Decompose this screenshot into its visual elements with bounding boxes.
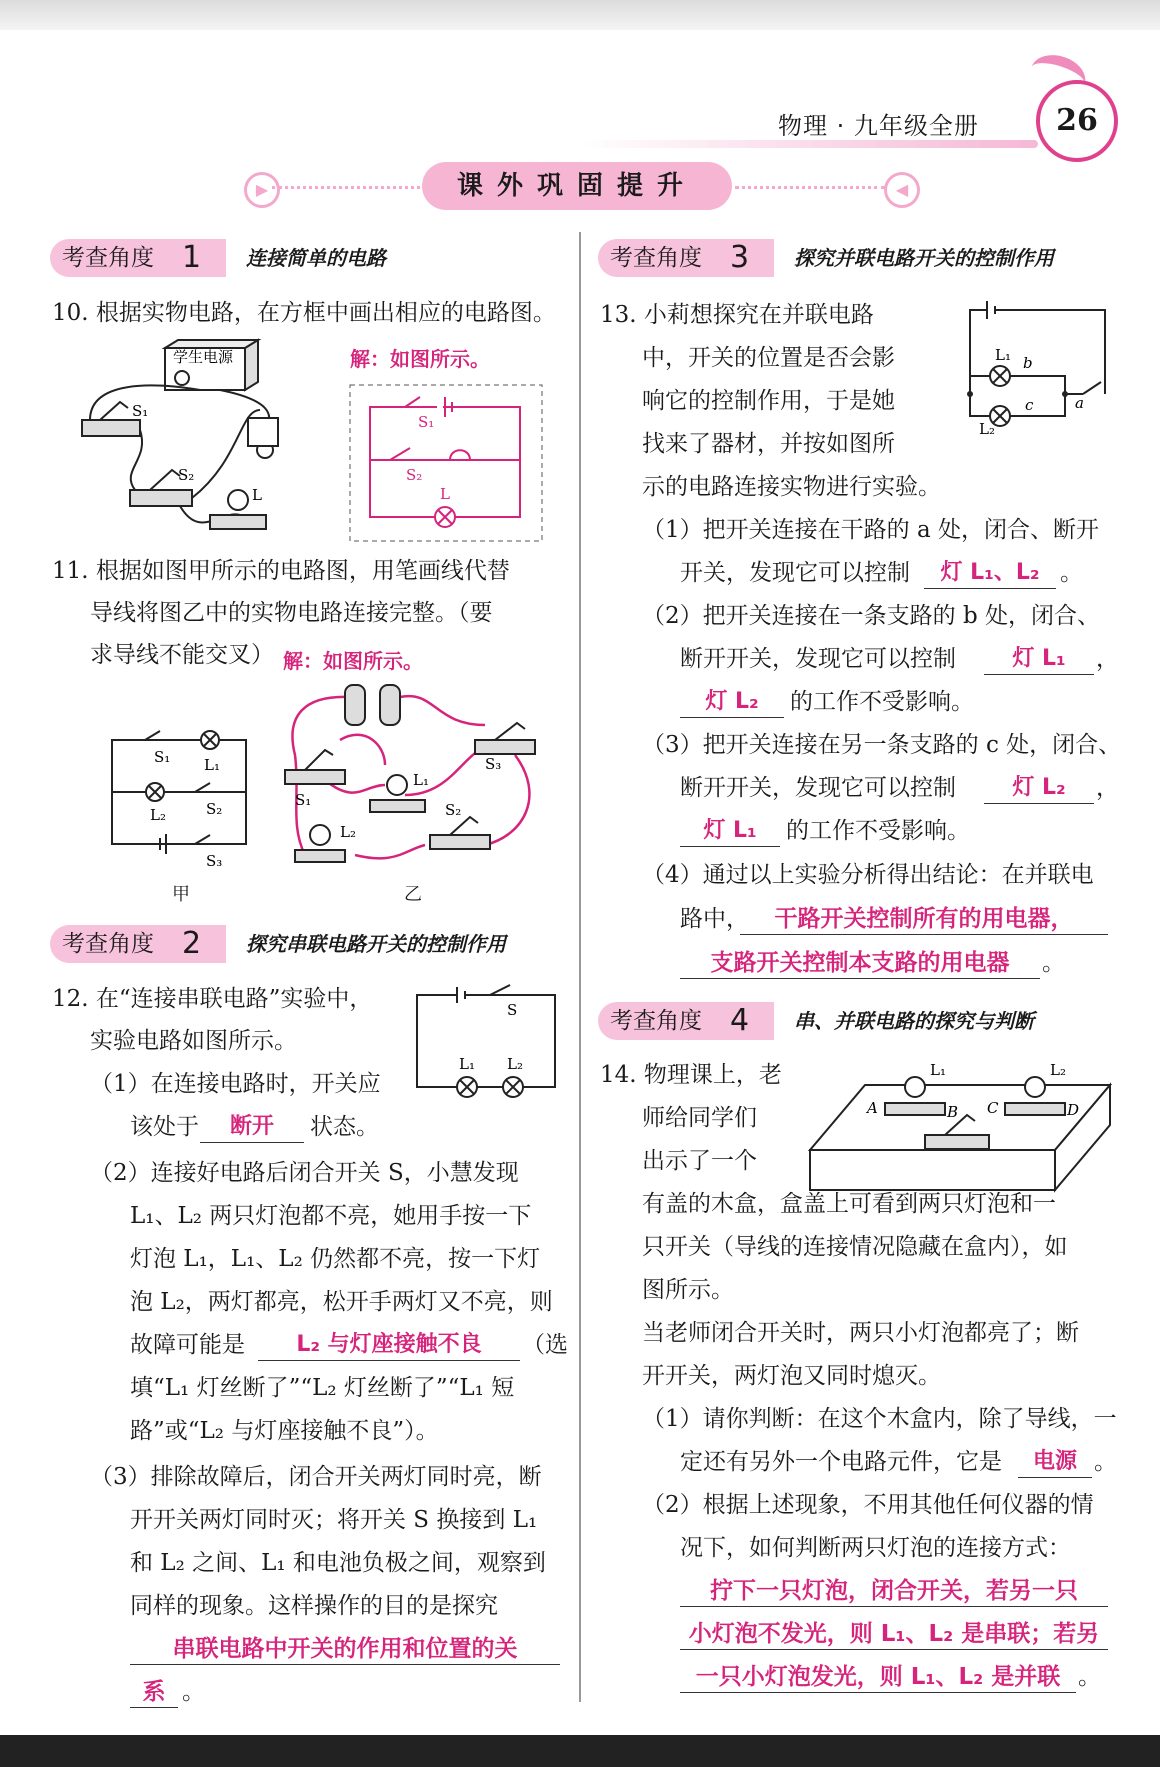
q12-p1-b: 该处于: [130, 1114, 199, 1140]
a-s2-label: S₂: [206, 800, 223, 818]
q13-p3-answer-1: 灯 L₂: [984, 773, 1094, 804]
q12-p1-c: 状态。: [310, 1114, 379, 1140]
q14-line-3: 出示了一个: [642, 1148, 757, 1174]
q14-line-2: 师给同学们: [642, 1105, 757, 1131]
q14-p2-answer-3: 一只小灯泡发光，则 L₁、L₂ 是并联: [680, 1662, 1076, 1693]
q13-line-3: 响它的控制作用，于是她: [642, 388, 895, 414]
q11-line-2: 导线将图乙中的实物电路连接完整。（要: [90, 600, 493, 626]
ans-l-label: L: [440, 485, 450, 503]
banner-arrow-left-icon: ◀: [884, 172, 920, 208]
b-s2-label: S₂: [445, 801, 462, 819]
q13-b-label: b: [1023, 354, 1033, 372]
q13-p4-end: 。: [1042, 950, 1065, 976]
q14-line-7: 当老师闭合开关时，两只小灯泡都亮了；断: [642, 1320, 1079, 1346]
a-s1-label: S₁: [154, 748, 171, 766]
q12-p2-line-2: L₁、L₂ 两只灯泡都不亮，她用手按一下: [130, 1203, 532, 1229]
s1-label: S₁: [132, 402, 149, 420]
q10-physical-circuit: [80, 340, 320, 540]
section-number: 2: [182, 926, 202, 961]
q12-l2-label: L₂: [507, 1055, 523, 1073]
section-title: 串、并联电路的探究与判断: [794, 1009, 1034, 1033]
q12-p2-line-3: 灯泡 L₁，L₁、L₂ 仍然都不亮，按一下灯: [130, 1246, 541, 1272]
q14-p1-answer: 电源: [1018, 1447, 1092, 1478]
banner-arrow-right-icon: ▶: [244, 172, 280, 208]
q12-line-1: 12. 在“连接串联电路”实验中，: [52, 986, 373, 1012]
q12-s-label: S: [507, 1001, 518, 1019]
q11-line-3: 求导线不能交叉）: [90, 642, 274, 668]
section-label: 考查角度: [62, 245, 154, 271]
q11-line-1: 11. 根据如图甲所示的电路图，用笔画线代替: [52, 558, 510, 584]
section-label: 考查角度: [62, 931, 154, 957]
q13-p1-b: 开关，发现它可以控制: [680, 560, 910, 586]
q13-line-5: 示的电路连接实物进行实验。: [642, 474, 941, 500]
q12-p2-answer: L₂ 与灯座接触不良: [258, 1330, 520, 1361]
section-number: 3: [730, 240, 750, 275]
q12-p3-line-2: 开开关两灯同时灭；将开关 S 换接到 L₁: [130, 1507, 538, 1533]
section-4-header: [598, 1002, 1118, 1040]
q14-p1-a: （1）请你判断：在这个木盒内，除了导线，一: [642, 1406, 1117, 1432]
q14-line-1: 14. 物理课上，老: [600, 1062, 782, 1088]
q14-d-label: D: [1067, 1101, 1080, 1119]
q12-p2-tail-1: 填“L₁ 灯丝断了”“L₂ 灯丝断了”“L₁ 短: [130, 1375, 515, 1401]
q14-b-label: B: [947, 1103, 959, 1121]
a-s3-label: S₃: [206, 852, 223, 870]
q14-p2-answer-1: 拧下一只灯泡，闭合开关，若另一只: [680, 1576, 1108, 1607]
q13-l2-label: L₂: [979, 420, 995, 438]
q13-p4-answer-2: 支路开关控制本支路的用电器: [680, 948, 1040, 979]
q12-circuit: [415, 985, 560, 1097]
q13-p1-answer: 灯 L₁、L₂: [924, 558, 1056, 589]
q10-answer-diagram: [350, 385, 542, 541]
q13-p1-end: 。: [1060, 560, 1083, 586]
q14-line-6: 图所示。: [642, 1277, 734, 1303]
a-l1-label: L₁: [204, 756, 220, 774]
column-divider: [579, 232, 581, 1702]
q13-p4-answer-1: 干路开关控制所有的用电器，: [740, 904, 1108, 935]
section-title: 连接简单的电路: [246, 246, 386, 270]
q14-l1-label: L₁: [930, 1061, 946, 1079]
b-l2-label: L₂: [340, 823, 356, 841]
q12-p3-line-1: （3）排除故障后，闭合开关两灯同时亮，断: [90, 1464, 542, 1490]
ans-s1-label: S₁: [418, 413, 435, 431]
q14-a-label: A: [867, 1099, 878, 1117]
q13-l1-label: L₁: [995, 346, 1011, 364]
header-line: [578, 140, 1038, 148]
q13-p3-c: 的工作不受影响。: [786, 818, 970, 844]
q12-p3-answer-1: 串联电路中开关的作用和位置的关: [130, 1634, 560, 1665]
section-number: 1: [182, 240, 202, 275]
q12-p2-pre: 故障可能是: [130, 1332, 245, 1358]
q14-wooden-box: [805, 1055, 1110, 1195]
q13-p2-answer-2: 灯 L₂: [680, 687, 784, 718]
q13-p4-a: （4）通过以上实验分析得出结论：在并联电: [642, 862, 1094, 888]
q13-p3-a: （3）把开关连接在另一条支路的 c 处，闭合、: [642, 732, 1122, 758]
q13-circuit: [935, 298, 1110, 438]
q13-p4-b: 路中，: [680, 906, 749, 932]
banner: [422, 162, 732, 210]
q13-line-4: 找来了器材，并按如图所: [642, 431, 895, 457]
banner-dots-left: [272, 186, 420, 189]
q11-fig-b-label: 乙: [404, 884, 422, 905]
b-s1-label: S₁: [295, 791, 312, 809]
q12-p3-line-3: 和 L₂ 之间、L₁ 和电池负极之间，观察到: [130, 1550, 546, 1576]
banner-dots-right: [735, 186, 885, 189]
q11-fig-a-label: 甲: [172, 884, 190, 905]
q12-l1-label: L₁: [459, 1055, 475, 1073]
q14-p1-b: 定还有另外一个电路元件，它是: [680, 1449, 1002, 1475]
banner-title: 课外巩固提升: [456, 171, 697, 201]
q12-p2-line-4: 泡 L₂，两灯都亮，松开手两灯又不亮，则: [130, 1289, 553, 1315]
q12-p2-tail-2: 路”或“L₂ 与灯座接触不良”）。: [130, 1418, 439, 1444]
section-label: 考查角度: [610, 245, 702, 271]
section-1-header: [50, 239, 570, 277]
ans-s2-label: S₂: [406, 466, 423, 484]
q13-line-2: 中，开关的位置是否会影: [642, 345, 895, 371]
q14-p1-end: 。: [1094, 1449, 1117, 1475]
q13-p3-b: 断开开关，发现它可以控制: [680, 775, 956, 801]
q14-line-5: 只开关（导线的连接情况隐藏在盒内），如: [642, 1234, 1068, 1260]
q13-p2-answer-1: 灯 L₁: [984, 644, 1094, 675]
q12-line-2: 实验电路如图所示。: [90, 1028, 297, 1054]
q13-p2-a: （2）把开关连接在一条支路的 b 处，闭合、: [642, 603, 1100, 629]
bottom-band: [0, 1735, 1160, 1767]
q14-line-4: 有盖的木盒，盒盖上可看到两只灯泡和一: [642, 1191, 1056, 1217]
q14-p2-a: （2）根据上述现象，不用其他任何仪器的情: [642, 1492, 1094, 1518]
b-s3-label: S₃: [485, 755, 502, 773]
q10-text: 10. 根据实物电路，在方框中画出相应的电路图。: [52, 300, 556, 326]
q14-c-label: C: [987, 1099, 999, 1117]
q12-p3-line-4: 同样的现象。这样操作的目的是探究: [130, 1593, 498, 1619]
q13-p2-comma: ，: [1096, 646, 1119, 672]
section-3-header: [598, 239, 1118, 277]
q13-a-label: a: [1075, 394, 1084, 412]
q13-line-1: 13. 小莉想探究在并联电路: [600, 302, 874, 328]
q11-answer-note: 解：如图所示。: [283, 649, 423, 673]
q13-p1-a: （1）把开关连接在干路的 a 处，闭合、断开: [642, 517, 1099, 543]
q10-answer-note: 解：如图所示。: [350, 347, 490, 371]
a-l2-label: L₂: [150, 806, 166, 824]
q12-p2-post: （选: [522, 1332, 568, 1358]
q14-p2-b: 况下，如何判断两只灯泡的连接方式：: [680, 1535, 1071, 1561]
b-l1-label: L₁: [413, 771, 429, 789]
q14-p2-answer-2: 小灯泡不发光，则 L₁、L₂ 是串联；若另: [680, 1619, 1108, 1650]
top-band: [0, 0, 1160, 30]
q13-p2-c: 的工作不受影响。: [790, 689, 974, 715]
s2-label: S₂: [178, 466, 195, 484]
page-number: 26: [1036, 80, 1118, 162]
q12-p3-end: 。: [182, 1679, 205, 1705]
q14-line-8: 开开关，两灯泡又同时熄灭。: [642, 1363, 941, 1389]
q11-diagram-a: [110, 730, 250, 870]
section-title: 探究并联电路开关的控制作用: [794, 246, 1054, 270]
section-title: 探究串联电路开关的控制作用: [246, 932, 506, 956]
book-title: 物理 · 九年级全册: [778, 112, 979, 140]
q12-p3-answer-2: 系: [130, 1677, 178, 1708]
q12-p2-line-1: （2）连接好电路后闭合开关 S，小慧发现: [90, 1160, 519, 1186]
section-label: 考查角度: [610, 1008, 702, 1034]
q13-c-label: c: [1025, 396, 1034, 414]
q11-diagram-b: [285, 685, 545, 875]
q13-p3-answer-2: 灯 L₁: [680, 816, 780, 847]
q12-p1-answer: 断开: [200, 1112, 304, 1143]
q14-p2-end: 。: [1078, 1664, 1101, 1690]
q12-p1-a: （1）在连接电路时，开关应: [90, 1071, 381, 1097]
q14-l2-label: L₂: [1050, 1061, 1066, 1079]
q13-p2-b: 断开开关，发现它可以控制: [680, 646, 956, 672]
power-supply-label: 学生电源: [173, 348, 234, 366]
q13-p3-comma: ，: [1096, 775, 1119, 801]
section-number: 4: [730, 1003, 750, 1038]
l-label: L: [252, 486, 262, 504]
section-2-header: [50, 925, 570, 963]
